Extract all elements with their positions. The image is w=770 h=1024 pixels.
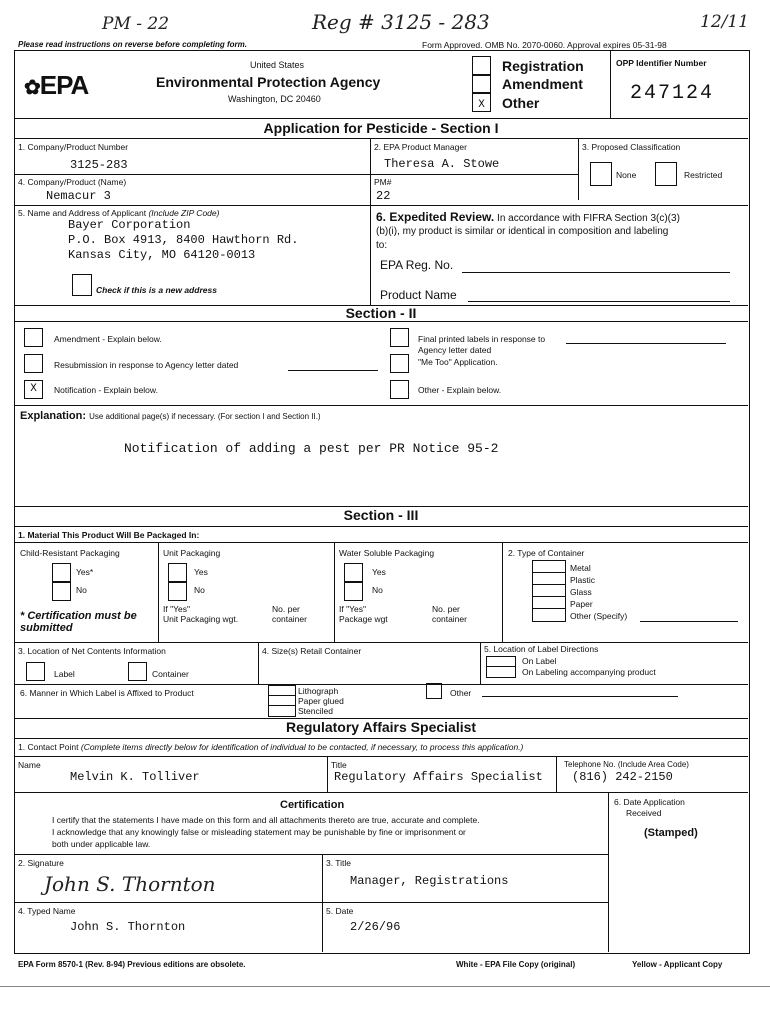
unit-no-per-2: container bbox=[272, 614, 307, 624]
net-contents-label-option: Label bbox=[54, 669, 75, 679]
handwritten-date: 12/11 bbox=[700, 12, 749, 32]
applicant-line-3: Kansas City, MO 64120-0013 bbox=[68, 248, 256, 262]
contact-name-label: Name bbox=[18, 760, 41, 770]
date-app-label-1: 6. Date Application bbox=[614, 797, 685, 807]
unit-packaging-yes-checkbox[interactable] bbox=[168, 563, 187, 583]
epa-reg-no-label: EPA Reg. No. bbox=[380, 258, 454, 272]
registration-label: Registration bbox=[502, 58, 584, 74]
omb-approval: Form Approved. OMB No. 2070-0060. Approval expires 05-31-98 bbox=[422, 40, 667, 50]
certification-note: * Certification must be submitted bbox=[20, 610, 137, 634]
section-3-title: Section - III bbox=[343, 507, 419, 523]
applicant-line-2: P.O. Box 4913, 8400 Hawthorn Rd. bbox=[68, 233, 299, 247]
package-no-per-2: container bbox=[432, 614, 467, 624]
company-number-label: 1. Company/Product Number bbox=[18, 142, 129, 152]
typed-name-label: 4. Typed Name bbox=[18, 906, 76, 916]
retail-size-label: 4. Size(s) Retail Container bbox=[262, 646, 362, 656]
container-metal: Metal bbox=[570, 563, 591, 573]
me-too-label: "Me Too" Application. bbox=[418, 357, 498, 367]
other-explain-label: Other - Explain below. bbox=[418, 385, 502, 395]
phone: (816) 242-2150 bbox=[572, 770, 673, 784]
handwritten-pm-number: PM - 22 bbox=[102, 14, 170, 34]
classification-label: 3. Proposed Classification bbox=[582, 142, 681, 152]
manner-label: 6. Manner in Which Label is Affixed to Product bbox=[20, 688, 194, 698]
certification-text-1: I certify that the statements I have made on this form and all attachments thereto are true, accurate and complete. bbox=[52, 815, 480, 825]
container-type-checkboxes[interactable] bbox=[532, 560, 566, 622]
date: 2/26/96 bbox=[350, 920, 401, 934]
resubmission-label: Resubmission in response to Agency letter dated bbox=[54, 360, 239, 370]
contact-title: Regulatory Affairs Specialist bbox=[334, 770, 543, 784]
label-directions-label: 5. Location of Label Directions bbox=[484, 644, 599, 654]
product-name-label: Product Name bbox=[380, 288, 457, 302]
other-type-label: Other bbox=[502, 95, 540, 111]
manner-paper-glued: Paper glued bbox=[298, 696, 344, 706]
section-4-title: Regulatory Affairs Specialist bbox=[285, 719, 477, 735]
title2: Manager, Registrations bbox=[350, 874, 509, 888]
us-label: United States bbox=[250, 60, 305, 70]
manner-other-label: Other bbox=[450, 688, 472, 698]
other-type-checkbox[interactable]: X bbox=[472, 92, 491, 112]
final-labels-label-1: Final printed labels in response to bbox=[418, 334, 546, 344]
unit-packaging-no-checkbox[interactable] bbox=[168, 581, 187, 601]
company-name: Nemacur 3 bbox=[46, 189, 111, 203]
water-soluble-label: Water Soluble Packaging bbox=[339, 548, 435, 558]
water-soluble-yes-checkbox[interactable] bbox=[344, 563, 363, 583]
explanation-label: Explanation: Use additional page(s) if necessary. (For section I and Section II.) bbox=[20, 410, 321, 422]
amendment-explain-checkbox[interactable] bbox=[24, 328, 43, 347]
label-directions-checkboxes[interactable] bbox=[486, 656, 516, 678]
typed-name: John S. Thornton bbox=[70, 920, 186, 934]
manner-other-checkbox[interactable] bbox=[426, 683, 442, 699]
net-contents-label-checkbox[interactable] bbox=[26, 662, 45, 681]
signature-label: 2. Signature bbox=[18, 858, 64, 868]
on-label-option: On Label bbox=[522, 656, 557, 666]
final-labels-checkbox[interactable] bbox=[390, 328, 409, 347]
class-none-checkbox[interactable] bbox=[590, 162, 612, 186]
container-glass: Glass bbox=[570, 587, 592, 597]
amendment-label: Amendment bbox=[502, 76, 583, 92]
date-label: 5. Date bbox=[326, 906, 354, 916]
handwritten-reg-number: Reg # 3125 - 283 bbox=[312, 10, 490, 34]
white-copy: White - EPA File Copy (original) bbox=[456, 960, 576, 969]
pm-label: PM# bbox=[374, 177, 392, 187]
title2-label: 3. Title bbox=[326, 858, 352, 868]
water-soluble-no-checkbox[interactable] bbox=[344, 581, 363, 601]
unit-packaging-no: No bbox=[194, 585, 205, 595]
certification-text-2: I acknowledge that any knowingly false or misleading statement may be punishable by fine or imprisonment or bbox=[52, 827, 466, 837]
manner-lithograph: Lithograph bbox=[298, 686, 339, 696]
contact-point-label: 1. Contact Point (Complete items directly below for identification of individual to be contacted, if necessary, to process this application.) bbox=[18, 742, 524, 752]
other-explain-checkbox[interactable] bbox=[390, 380, 409, 399]
container-other: Other (Specify) bbox=[570, 611, 628, 621]
product-name-field[interactable] bbox=[468, 301, 730, 302]
applicant-label: 5. Name and Address of Applicant (Include ZIP Code) bbox=[18, 208, 220, 218]
notification-checkbox[interactable]: X bbox=[24, 380, 43, 399]
stamped-label: (Stamped) bbox=[644, 827, 698, 839]
certification-title: Certification bbox=[280, 799, 345, 811]
material-label: 1. Material This Product Will Be Packaged In: bbox=[18, 530, 200, 540]
contact-title-label: Title bbox=[331, 760, 347, 770]
opp-identifier-value: 247124 bbox=[630, 82, 715, 105]
net-contents-label: 3. Location of Net Contents Information bbox=[18, 646, 166, 656]
company-name-label: 4. Company/Product (Name) bbox=[18, 177, 127, 187]
unit-if-yes-2: Unit Packaging wgt. bbox=[163, 614, 239, 624]
unit-packaging-yes: Yes bbox=[194, 567, 208, 577]
amendment-checkbox[interactable] bbox=[472, 74, 491, 94]
instructions-note: Please read instructions on reverse before completing form. bbox=[18, 40, 247, 49]
class-none-label: None bbox=[616, 170, 637, 180]
on-labeling-option: On Labeling accompanying product bbox=[522, 667, 656, 677]
section-1-title: Application for Pesticide - Section I bbox=[263, 120, 499, 136]
notification-label: Notification - Explain below. bbox=[54, 385, 158, 395]
container-plastic: Plastic bbox=[570, 575, 596, 585]
expedited-text-3: to: bbox=[376, 240, 388, 251]
epa-flower-icon: ✿ bbox=[24, 77, 40, 99]
me-too-checkbox[interactable] bbox=[390, 354, 409, 373]
pm-value: 22 bbox=[376, 189, 391, 203]
epa-reg-no-field[interactable] bbox=[462, 272, 730, 273]
container-paper: Paper bbox=[570, 599, 593, 609]
product-manager-label: 2. EPA Product Manager bbox=[374, 142, 467, 152]
package-if-yes-2: Package wgt bbox=[339, 614, 388, 624]
contact-name: Melvin K. Tolliver bbox=[70, 770, 200, 784]
company-number: 3125-283 bbox=[70, 158, 128, 172]
unit-packaging-label: Unit Packaging bbox=[163, 548, 221, 558]
child-resistant-no: No bbox=[76, 585, 87, 595]
agency-location: Washington, DC 20460 bbox=[228, 94, 321, 104]
explanation-text: Notification of adding a pest per PR Notice 95-2 bbox=[124, 441, 499, 456]
child-resistant-yes: Yes* bbox=[76, 567, 94, 577]
water-soluble-yes: Yes bbox=[372, 567, 386, 577]
new-address-checkbox[interactable] bbox=[72, 274, 92, 296]
form-id: EPA Form 8570-1 (Rev. 8-94) Previous editions are obsolete. bbox=[18, 960, 246, 969]
net-contents-container-checkbox[interactable] bbox=[128, 662, 147, 681]
child-resistant-no-checkbox[interactable] bbox=[52, 581, 71, 601]
agency-name: Environmental Protection Agency bbox=[156, 74, 381, 90]
container-type-label: 2. Type of Container bbox=[508, 548, 585, 558]
expedited-review: 6. Expedited Review. In accordance with FIFRA Section 3(c)(3) bbox=[376, 210, 680, 224]
resubmission-checkbox[interactable] bbox=[24, 354, 43, 373]
child-resistant-label: Child-Resistant Packaging bbox=[20, 548, 120, 558]
expedited-text-2: (b)(i), my product is similar or identical in composition and labeling bbox=[376, 226, 669, 237]
yellow-copy: Yellow - Applicant Copy bbox=[632, 960, 723, 969]
signature-image: John S. Thornton bbox=[44, 872, 216, 896]
epa-logo: ✿EPA bbox=[24, 70, 89, 100]
unit-if-yes-1: If "Yes" bbox=[163, 604, 190, 614]
unit-no-per-1: No. per bbox=[272, 604, 300, 614]
water-soluble-no: No bbox=[372, 585, 383, 595]
manner-checkboxes[interactable] bbox=[268, 685, 296, 717]
package-if-yes-1: If "Yes" bbox=[339, 604, 366, 614]
new-address-label: Check if this is a new address bbox=[96, 285, 217, 295]
phone-label: Telephone No. (Include Area Code) bbox=[564, 760, 689, 769]
manner-stenciled: Stenciled bbox=[298, 706, 333, 716]
opp-identifier-label: OPP Identifier Number bbox=[616, 58, 707, 68]
class-restricted-checkbox[interactable] bbox=[655, 162, 677, 186]
net-contents-container-option: Container bbox=[152, 669, 189, 679]
final-labels-label-2: Agency letter dated bbox=[418, 345, 492, 355]
package-no-per-1: No. per bbox=[432, 604, 460, 614]
child-resistant-yes-checkbox[interactable] bbox=[52, 563, 71, 583]
date-app-label-2: Received bbox=[626, 808, 662, 818]
amendment-explain-label: Amendment - Explain below. bbox=[54, 334, 162, 344]
product-manager: Theresa A. Stowe bbox=[384, 157, 500, 171]
section-2-title: Section - II bbox=[345, 305, 417, 321]
registration-checkbox[interactable] bbox=[472, 56, 491, 76]
applicant-line-1: Bayer Corporation bbox=[68, 218, 191, 232]
class-restricted-label: Restricted bbox=[684, 170, 723, 180]
certification-text-3: both under applicable law. bbox=[52, 839, 151, 849]
